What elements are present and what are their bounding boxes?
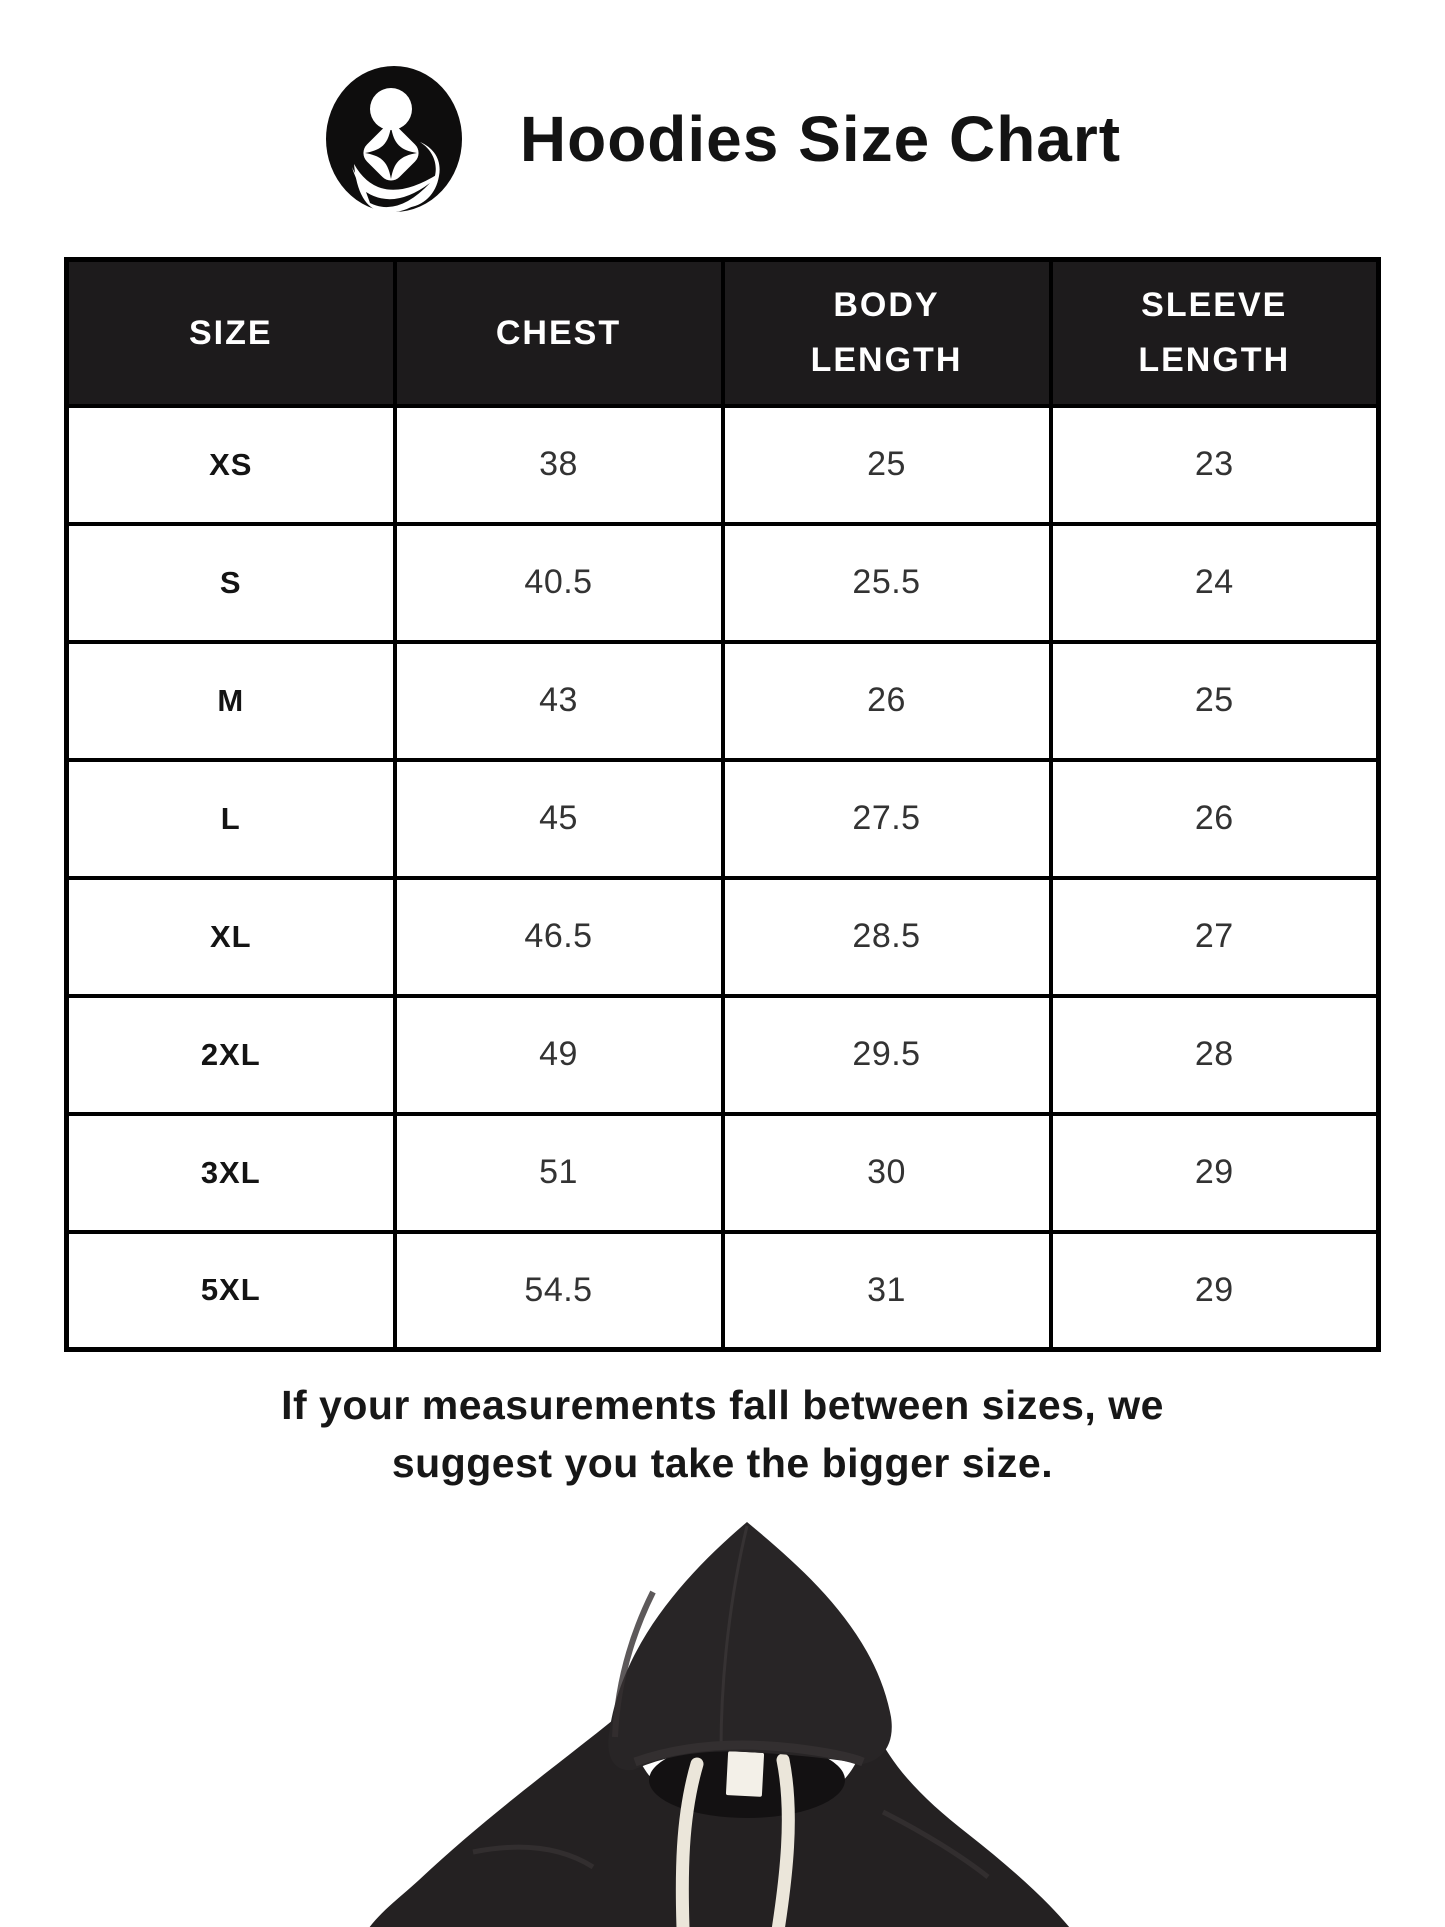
chest-value: 38 [395, 406, 723, 524]
chest-value: 54.5 [395, 1232, 723, 1350]
table-row [67, 760, 1379, 878]
sleeve-length-value: 23 [1051, 406, 1379, 524]
chest-value: 43 [395, 642, 723, 760]
sizing-note-line2: suggest you take the bigger size. [391, 1440, 1054, 1487]
sleeve-length-value: 24 [1051, 524, 1379, 642]
body-length-value: 26 [723, 642, 1051, 760]
chest-value: 46.5 [395, 878, 723, 996]
table-row [67, 996, 1379, 1114]
column-header-chest: CHEST [395, 260, 723, 406]
mother-child-logo-icon [324, 64, 464, 214]
sleeve-length-value: 29 [1051, 1114, 1379, 1232]
sleeve-length-value: 26 [1051, 760, 1379, 878]
chest-value: 51 [395, 1114, 723, 1232]
column-header-sleeve-length: SLEEVE LENGTH [1051, 260, 1379, 406]
header-row [67, 260, 1379, 406]
chest-value: 45 [395, 760, 723, 878]
table-row [67, 1232, 1379, 1350]
sleeve-length-value: 28 [1051, 996, 1379, 1114]
size-chart-table [64, 257, 1381, 1352]
table-header [67, 260, 1379, 406]
table-row [67, 642, 1379, 760]
table-row [67, 406, 1379, 524]
table-row [67, 878, 1379, 996]
size-label: 5XL [67, 1232, 395, 1350]
body-length-value: 29.5 [723, 996, 1051, 1114]
sizing-note [0, 1376, 1445, 1492]
table-row [67, 1114, 1379, 1232]
size-label: 2XL [67, 996, 395, 1114]
sleeve-length-value: 29 [1051, 1232, 1379, 1350]
body-length-value: 27.5 [723, 760, 1051, 878]
sleeve-length-value: 27 [1051, 878, 1379, 996]
body-length-value: 25 [723, 406, 1051, 524]
size-label: XL [67, 878, 395, 996]
size-label: XS [67, 406, 395, 524]
size-label: 3XL [67, 1114, 395, 1232]
size-label: L [67, 760, 395, 878]
column-header-size: SIZE [67, 260, 395, 406]
page-title: Hoodies Size Chart [519, 103, 1122, 175]
size-label: S [67, 524, 395, 642]
hoodie-illustration [323, 1512, 1123, 1927]
table-row [67, 524, 1379, 642]
column-header-body-length: BODY LENGTH [723, 260, 1051, 406]
body-length-value: 28.5 [723, 878, 1051, 996]
chest-value: 40.5 [395, 524, 723, 642]
body-length-value: 25.5 [723, 524, 1051, 642]
chest-value: 49 [395, 996, 723, 1114]
body-length-value: 30 [723, 1114, 1051, 1232]
sleeve-length-value: 25 [1051, 642, 1379, 760]
sizing-note-line1: If your measurements fall between sizes, we [281, 1382, 1164, 1428]
body-length-value: 31 [723, 1232, 1051, 1350]
brand-header [0, 0, 1445, 214]
hoodie-product-image [323, 1512, 1123, 1927]
size-label: M [67, 642, 395, 760]
